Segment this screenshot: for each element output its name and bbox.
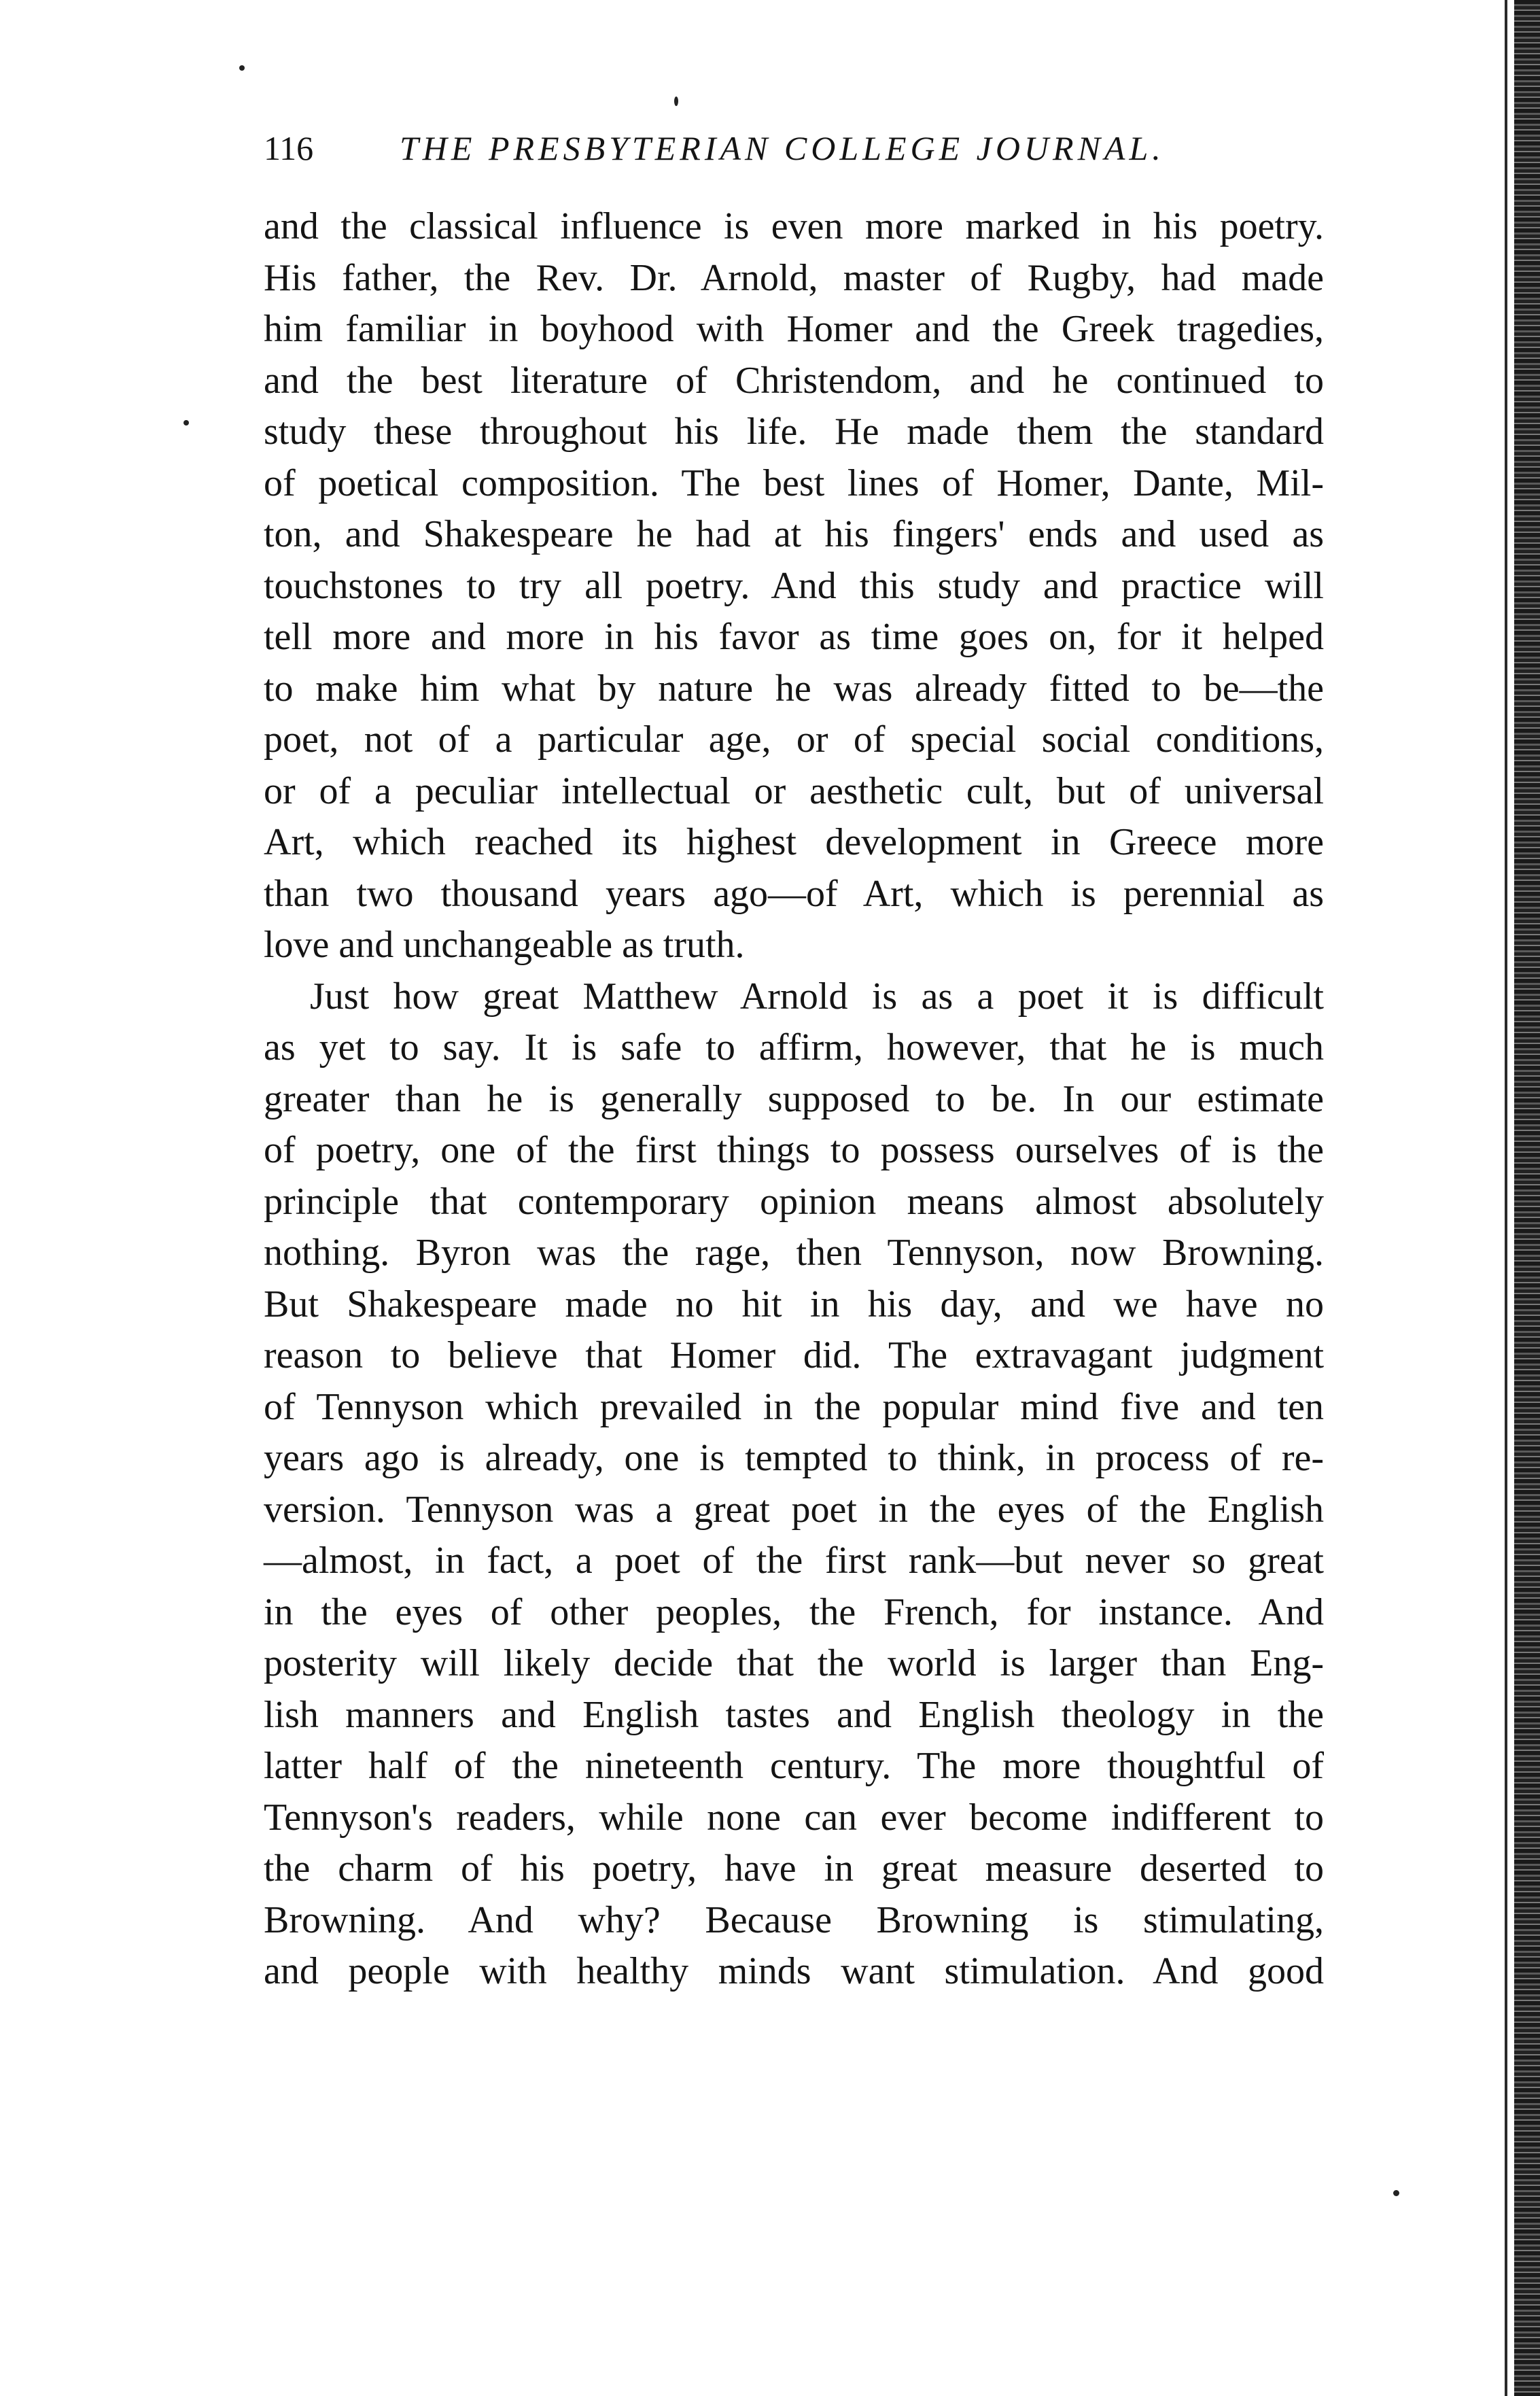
page-number: 116 xyxy=(264,129,314,167)
journal-title: THE PRESBYTERIAN COLLEGE JOURNAL. xyxy=(400,129,1165,167)
text-line: touchstones to try all poetry. And this study and practice will xyxy=(264,564,1324,607)
text-line: Just how great Matthew Arnold is as a poet it is difficult xyxy=(310,975,1324,1018)
text-line: version. Tennyson was a great poet in the eyes of the English xyxy=(264,1488,1324,1531)
text-line: nothing. Byron was the rage, then Tennyson, now Browning. xyxy=(264,1232,1324,1274)
text-line: Browning. And why? Because Browning is stimulating, xyxy=(264,1898,1324,1941)
text-line: reason to believe that Homer did. The extravagant judgment xyxy=(264,1334,1324,1376)
text-line: Tennyson's readers, while none can ever become indifferent to xyxy=(264,1796,1324,1839)
text-line: greater than he is generally supposed to be. In our estimate xyxy=(264,1077,1324,1120)
text-line: to make him what by nature he was already fitted to be—the xyxy=(264,667,1324,710)
print-speck xyxy=(239,65,245,71)
text-line: and the classical influence is even more marked in his poetry. xyxy=(264,205,1324,247)
text-line: as yet to say. It is safe to affirm, however, that he is much xyxy=(264,1026,1324,1069)
text-line: study these throughout his life. He made them the standard xyxy=(264,411,1324,453)
text-line: him familiar in boyhood with Homer and the Greek tragedies, xyxy=(264,308,1324,350)
text-line: or of a peculiar intellectual or aesthetic cult, but of universal xyxy=(264,769,1324,812)
text-line: ton, and Shakespeare he had at his fingers' ends and used as xyxy=(264,513,1324,555)
paragraph xyxy=(264,201,1324,971)
text-line: His father, the Rev. Dr. Arnold, master of Rugby, had made xyxy=(264,256,1324,299)
text-line: and people with healthy minds want stimulation. And good xyxy=(264,1950,1324,1992)
paragraph xyxy=(264,971,1324,1998)
text-line: posterity will likely decide that the world is larger than Eng- xyxy=(264,1642,1324,1684)
text-line: and the best literature of Christendom, and he continued to xyxy=(264,359,1324,402)
article-body xyxy=(264,201,1324,1998)
text-line: tell more and more in his favor as time goes on, for it helped xyxy=(264,616,1324,658)
text-line: But Shakespeare made no hit in his day, and we have no xyxy=(264,1283,1324,1325)
page-binding-edge xyxy=(1514,0,1540,2396)
text-line: of poetical composition. The best lines of Homer, Dante, Mil- xyxy=(264,462,1324,504)
text-line: years ago is already, one is tempted to think, in process of re- xyxy=(264,1437,1324,1479)
text-line: principle that contemporary opinion means almost absolutely xyxy=(264,1180,1324,1223)
text-line: poet, not of a particular age, or of special social conditions, xyxy=(264,718,1324,761)
text-line: in the eyes of other peoples, the French, for instance. And xyxy=(264,1591,1324,1633)
text-line: of poetry, one of the first things to possess ourselves of is the xyxy=(264,1129,1324,1171)
print-speck xyxy=(1393,2190,1399,2196)
text-line: —almost, in fact, a poet of the first rank—but never so great xyxy=(264,1540,1324,1582)
text-line: lish manners and English tastes and English theology in the xyxy=(264,1693,1324,1736)
print-speck xyxy=(183,420,189,426)
text-line: of Tennyson which prevailed in the popular mind five and ten xyxy=(264,1385,1324,1428)
binding-shadow xyxy=(1505,0,1507,2396)
text-line: than two thousand years ago—of Art, which is perennial as xyxy=(264,872,1324,915)
text-line: latter half of the nineteenth century. The more thoughtful of xyxy=(264,1745,1324,1787)
text-line: the charm of his poetry, have in great measure deserted to xyxy=(264,1847,1324,1890)
text-line: Art, which reached its highest development in Greece more xyxy=(264,821,1324,863)
print-speck xyxy=(674,97,678,106)
text-line: love and unchangeable as truth. xyxy=(264,924,745,966)
